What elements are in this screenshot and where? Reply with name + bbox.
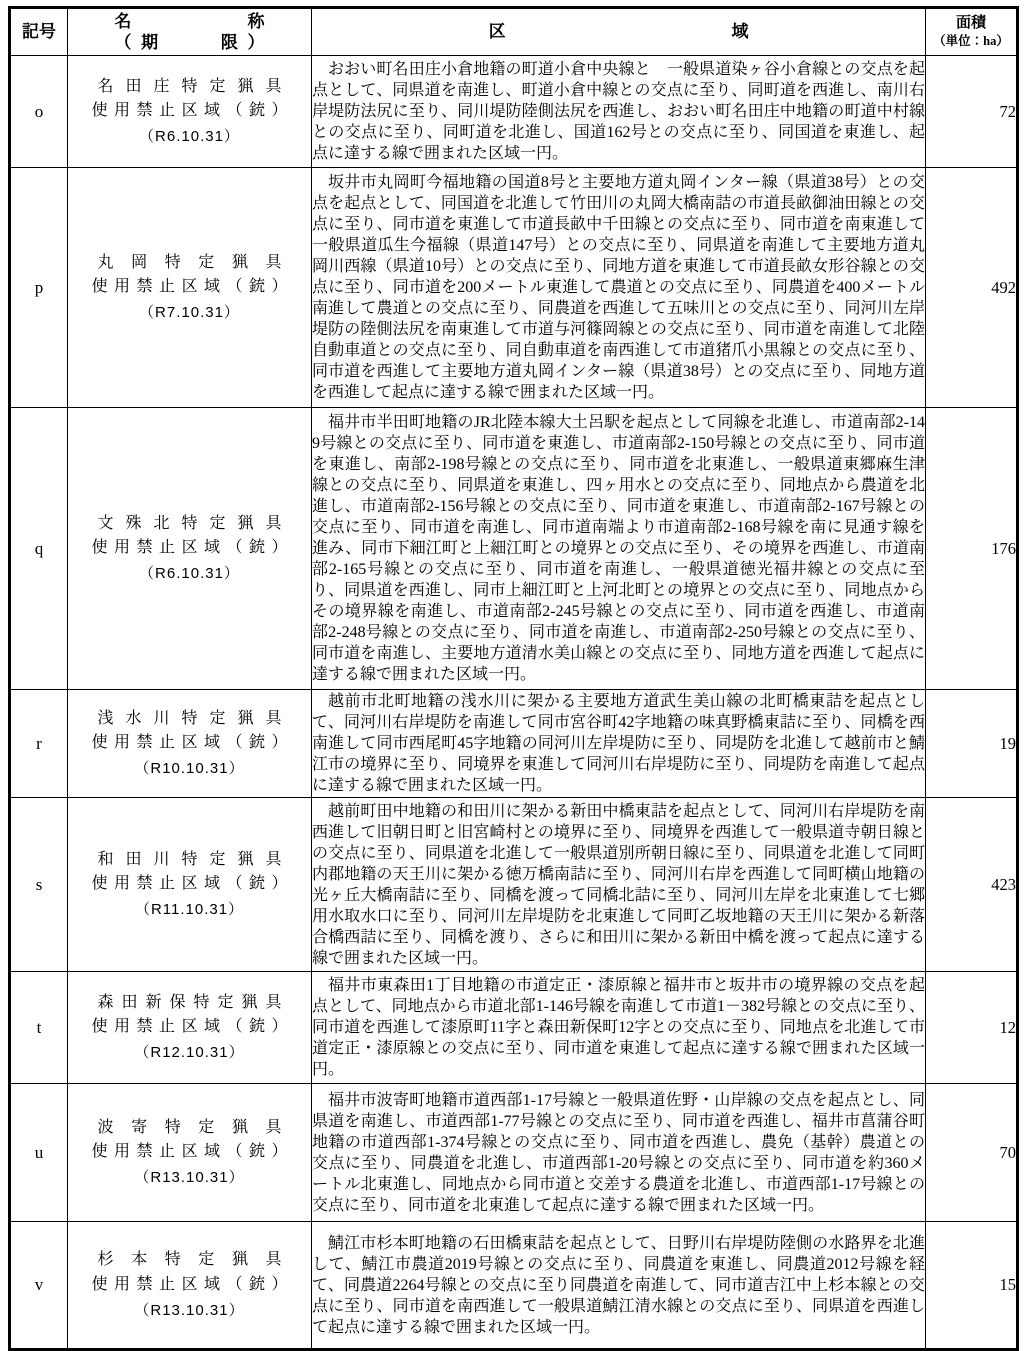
area-description: 福井市半田町地籍のJR北陸本線大土呂駅を起点として同線を北進し、市道南部2-149号線との交点に至り、同市道を東進し、市道南部2-150号線との交点に至り、同市道を東進し、南部2-198号線との交点に至り、同市道を北東進し、一般県道東郷麻生津線との交点に至り、同県道を東進し、四ヶ用水との交点に至り、同地点から農道を北進し、市道南部2-156号線との交点に至り、同市道を東進し、市道南部2-167号線との交点に至り、同市道を南進し、同市道南端より市道南部2-168号線を南に見通す線を進み、同市下細江町と上細江町との境界との交点に至り、その境界を西進し、市道南部2-165号線との交点に至り、同市道を南進し、一般県道徳光福井線との交点に至り、同県道を西進し、同市上細江町と上河北町との境界との交点に至り、同地点からその境界線を南進し、市道南部2-245号線との交点に至り、同市道を西進し、市道南部2-248号線との交点に至り、同市道を南進し、市道南部2-250号線との交点に至り、同市道を南進し、主要地方道清水美山線との交点に至り、同地方道を西進して起点に達する線で囲まれた区域一円。: [312, 414, 925, 683]
header-row: [10, 8, 1018, 56]
table-header: [10, 8, 1018, 56]
area-name: 和田川特定猟具: [97, 850, 282, 868]
area-name: 丸岡特定猟具: [97, 253, 282, 271]
col-header-area: [312, 8, 926, 56]
col-header-size-line2: （単位：ha）: [933, 34, 1009, 49]
table-row: [10, 972, 1018, 1084]
size-cell: 19: [926, 690, 1018, 798]
symbol-cell: r: [10, 690, 68, 798]
symbol-cell: p: [10, 168, 68, 408]
name-cell: [68, 972, 312, 1084]
symbol-cell: s: [10, 798, 68, 972]
name-cell: [68, 798, 312, 972]
area-name: 波寄特定猟具: [97, 1118, 282, 1136]
hunting-restriction-area-table: [8, 6, 1019, 1351]
area-name-sub: 使用禁止区域（銃）: [91, 734, 288, 752]
table-row: [10, 690, 1018, 798]
name-cell: [68, 168, 312, 408]
area-name: 浅水川特定猟具: [97, 709, 282, 727]
size-cell: 492: [926, 168, 1018, 408]
area-period: （R13.10.31）: [134, 1169, 245, 1187]
description-cell: [312, 1222, 926, 1350]
symbol-cell: o: [10, 56, 68, 168]
symbol-cell: t: [10, 972, 68, 1084]
table-row: [10, 408, 1018, 690]
area-description: 福井市東森田1丁目地籍の市道定正・漆原線と福井市と坂井市の境界線の交点を起点として、同地点から市道北部1-146号線を南進して市道1－382号線との交点に至り、同市道を西進して漆原町11字と森田新保町12字との交点に至り、同地点を北進して市道定正・漆原線との交点に至り、同市道を東進して起点に達する線で囲まれた区域一円。: [312, 977, 926, 1078]
description-cell: [312, 1084, 926, 1222]
table-body: [10, 56, 1018, 1350]
name-cell: [68, 1084, 312, 1222]
area-description: 坂井市丸岡町今福地籍の国道8号と主要地方道丸岡インター線（県道38号）との交点を起点として、同国道を北進して竹田川の丸岡大橋南詰の市道長畝御油田線との交点に至り、同市道を東進して市道長畝中千田線との交点に至り、同市道を南東進して一般県道瓜生今福線（県道147号）との交点に至り、同県道を南進して主要地方道丸岡川西線（県道10号）との交点に至り、同地方道を東進して市道長畝女形谷線との交点に至り、同市道を200メートル東進して農道との交点に至り、同農道を400メートル南進して農道との交点に至り、同農道を西進して五味川との交点に至り、同河川左岸堤防の陸側法尻を南東進して市道与河篠岡線との交点に至り、同市道を南進して北陸自動車道との交点に至り、同自動車道を南西進して市道猪爪小黒線との交点に至り、同市道を西進して主要地方道丸岡インター線（県道38号）との交点に至り、同地方道を西進して起点に達する線で囲まれた区域一円。: [312, 174, 925, 401]
area-period: （R10.10.31）: [134, 760, 245, 778]
name-cell: [68, 56, 312, 168]
description-cell: [312, 408, 926, 690]
col-header-name-line1: 名 称: [114, 11, 265, 31]
size-cell: 176: [926, 408, 1018, 690]
name-cell: [68, 690, 312, 798]
area-period: （R13.10.31）: [134, 1301, 245, 1319]
area-name-sub: 使用禁止区域（銃）: [91, 1018, 288, 1036]
name-cell: [68, 408, 312, 690]
col-header-symbol: 記号: [10, 8, 68, 56]
table-row: [10, 1084, 1018, 1222]
col-header-name: [68, 8, 312, 56]
size-cell: 423: [926, 798, 1018, 972]
table-row: [10, 168, 1018, 408]
area-name-sub: 使用禁止区域（銃）: [91, 278, 288, 296]
area-period: （R6.10.31）: [139, 565, 240, 583]
symbol-cell: q: [10, 408, 68, 690]
col-header-size: [926, 8, 1018, 56]
table-row: [10, 798, 1018, 972]
area-name-sub: 使用禁止区域（銃）: [91, 1275, 288, 1293]
description-cell: [312, 168, 926, 408]
size-cell: 70: [926, 1084, 1018, 1222]
description-cell: [312, 798, 926, 972]
col-header-area-label: 区 域: [488, 22, 749, 42]
symbol-cell: u: [10, 1084, 68, 1222]
col-header-name-line2: （期 限）: [114, 33, 265, 52]
area-description: 越前市北町地籍の浅水川に架かる主要地方道武生美山線の北町橋東詰を起点として、同河川右岸堤防を南進して同市宮谷町42字地籍の味真野橋東詰に至り、同橋を西南進して同市西尾町45字地籍の同河川左岸堤防に至り、同堤防を北進して越前市と鯖江市の境界に至り、同境界を東進して同河川右岸堤防に至り、同堤防を南進して起点に達する線で囲まれた区域一円。: [312, 693, 925, 794]
description-cell: [312, 56, 926, 168]
description-cell: [312, 972, 926, 1084]
description-cell: [312, 690, 926, 798]
area-description: 越前町田中地籍の和田川に架かる新田中橋東詰を起点として、同河川右岸堤防を南西進して旧朝日町と旧宮崎村との境界に至り、同境界を西進して一般県道寺朝日線との交点に至り、同県道を北進して一般県道別所朝日線に至り、同県道を北進して同町内郡地籍の天王川に架かる徳万橋南詰に至り、同河川右岸を西進して同町横山地籍の光ヶ丘大橋南詰に至り、同橋を渡って同橋北詰に至り、同河川左岸を北東進して七郷用水取水口に至り、同河川左岸堤防を北東進して同町乙坂地籍の天王川に架かる新落合橋西詰に至り、同橋を渡り、さらに和田川に架かる新田中橋を渡って起点に達する線で囲まれた区域一円。: [312, 802, 925, 967]
table-row: [10, 1222, 1018, 1350]
area-name-sub: 使用禁止区域（銃）: [91, 875, 288, 893]
area-period: （R12.10.31）: [134, 1044, 245, 1062]
table-row: [10, 56, 1018, 168]
area-name: 森田新保特定猟具: [97, 993, 282, 1011]
area-description: 福井市波寄町地籍市道西部1-17号線と一般県道佐野・山岸線の交点を起点とし、同県道を南進し、市道西部1-77号線との交点に至り、同市道を西進し、福井市菖蒲谷町地籍の市道西部1-374号線との交点に至り、同市道を西進し、農免（基幹）農道との交点に至り、同農道を北進し、市道西部1-20号線との交点に至り、同市道を約360メートル北東進し、同地点から同市道と交差する農道を北進し、市道西部1-17号線との交点に至り、同市道を北東進して起点に達する線で囲まれた区域一円。: [312, 1091, 925, 1214]
area-description: おおい町名田庄小倉地籍の町道小倉中央線と 一般県道染ヶ谷小倉線との交点を起点として、同県道を南進し、町道小倉中線との交点に至り、同町道を西進し、南川右岸堤防法尻に至り、同川堤防陸側法尻を西進し、おおい町名田庄中地籍の町道中村線との交点に至り、同町道を北進し、国道162号との交点に至り、同国道を東進し、起点に達する線で囲まれた区域一円。: [312, 61, 925, 162]
area-period: （R6.10.31）: [139, 128, 240, 146]
symbol-cell: v: [10, 1222, 68, 1350]
area-name-sub: 使用禁止区域（銃）: [91, 539, 288, 557]
size-cell: 72: [926, 56, 1018, 168]
area-period: （R7.10.31）: [139, 304, 240, 322]
size-cell: 15: [926, 1222, 1018, 1350]
area-description: 鯖江市杉本町地籍の石田橋東詰を起点として、日野川右岸堤防陸側の水路界を北進して、鯖江市農道2019号線との交点に至り、同農道を東進し、同農道2012号線を経て、同農道2264号線との交点に至り同農道を南進して、同市道吉江中上杉本線との交点に至り、同市道を南西進して一般県道鯖江清水線との交点に至り、同県道を西進して起点に達する線で囲まれた区域一円。: [312, 1234, 925, 1336]
area-name-sub: 使用禁止区域（銃）: [91, 1143, 288, 1161]
area-name: 文殊北特定猟具: [97, 514, 282, 532]
area-name: 名田庄特定猟具: [97, 77, 282, 95]
size-cell: 12: [926, 972, 1018, 1084]
name-cell: [68, 1222, 312, 1350]
area-name-sub: 使用禁止区域（銃）: [91, 102, 288, 120]
area-period: （R11.10.31）: [134, 901, 245, 919]
col-header-size-line1: 面積: [955, 15, 986, 32]
area-name: 杉本特定猟具: [97, 1251, 282, 1269]
